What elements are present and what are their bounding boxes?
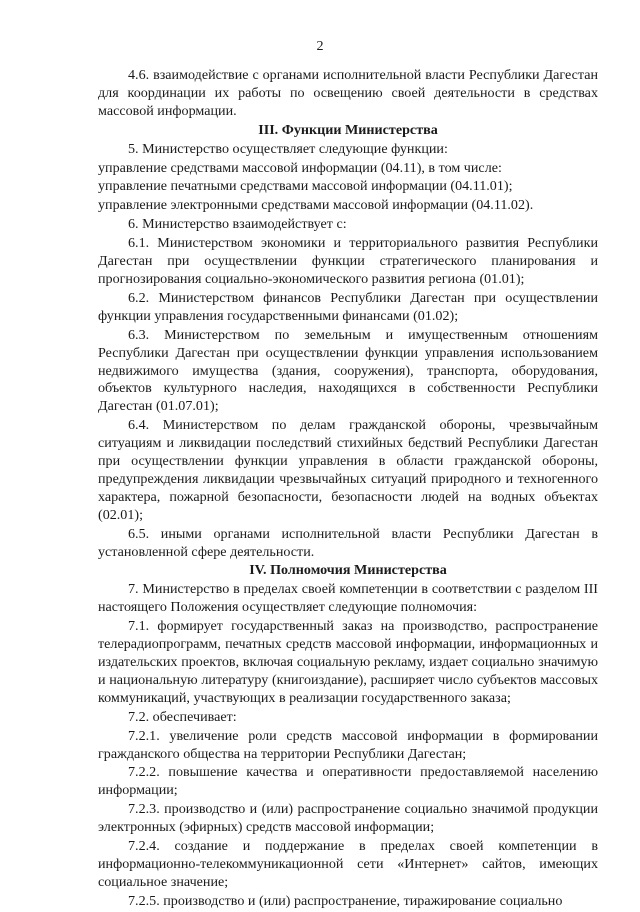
paragraph: управление печатными средствами массовой информации (04.11.01);	[98, 178, 513, 195]
paragraph: 5. Министерство осуществляет следующие функции:	[128, 140, 448, 157]
document-body	[98, 67, 598, 912]
paragraph: 6.1. Министерством экономики и территориального развития Республики Дагестан при осуществлении функции стратегического планирования и прогнозирования социально-экономического развития региона (01.01);	[98, 235, 598, 287]
paragraph: 7. Министерство в пределах своей компетенции в соответствии с разделом III настоящего Положения осуществляет следующие полномочия:	[98, 581, 598, 616]
section-heading: III. Функции Министерства	[258, 121, 438, 138]
paragraph: 6.4. Министерством по делам гражданской обороны, чрезвычайным ситуациям и ликвидации последствий стихийных бедствий Республики Дагестан при осуществлении функции управления в области гражданской обороны, предупреждения ликвидации чрезвычайных ситуаций природного и техногенного характера, пожарной безопасности, безопасности людей на водных объектах (02.01);	[98, 417, 598, 523]
paragraph: 6.5. иными органами исполнительной власти Республики Дагестан в установленной сфере деятельности.	[98, 525, 598, 560]
section-heading: IV. Полномочия Министерства	[249, 562, 447, 579]
paragraph: управление электронными средствами массовой информации (04.11.02).	[98, 197, 534, 214]
paragraph: 6.3. Министерством по земельным и имущественным отношениям Республики Дагестан при осуществлении функции управления использованием недвижимого имущества (здания, сооружения), транспорта, оборудования, объектов культурного наследия, находящихся в собственности Республики Дагестан (01.07.01);	[98, 326, 598, 415]
paragraph: 7.2.2. повышение качества и оперативности предоставляемой населению информации;	[98, 764, 598, 799]
paragraph: 7.2.4. создание и поддержание в пределах своей компетенции в информационно-телекоммуникационной сети «Интернет» сайтов, имеющих социальное значение;	[98, 838, 598, 890]
paragraph: 7.1. формирует государственный заказ на производство, распространение телерадиопрограмм, печатных средств массовой информации, информационных и издательских проектов, включая социальную рекламу, издает социально значимую и национальную литературу (книгоиздание), расширяет число субъектов массовых коммуникаций, участвующих в реализации государственного заказа;	[98, 618, 598, 706]
paragraph: 7.2.5. производство и (или) распространение, тиражирование социально	[128, 892, 563, 909]
paragraph: 7.2.1. увеличение роли средств массовой информации в формировании гражданского общества на территории Республики Дагестан;	[98, 727, 598, 762]
paragraph: управление средствами массовой информации (04.11), в том числе:	[98, 159, 502, 176]
paragraph: 4.6. взаимодействие с органами исполнительной власти Республики Дагестан для координации их работы по освещению своей деятельности в средствах массовой информации.	[98, 67, 598, 119]
paragraph: 7.2.3. производство и (или) распространение социально значимой продукции электронных (эфирных) средств массовой информации;	[98, 801, 598, 836]
paragraph: 7.2. обеспечивает:	[128, 708, 237, 725]
paragraph: 6. Министерство взаимодействует с:	[128, 216, 347, 233]
paragraph: 6.2. Министерством финансов Республики Дагестан при осуществлении функции управления государственными финансами (01.02);	[98, 289, 598, 324]
page-number: 2	[316, 38, 324, 54]
